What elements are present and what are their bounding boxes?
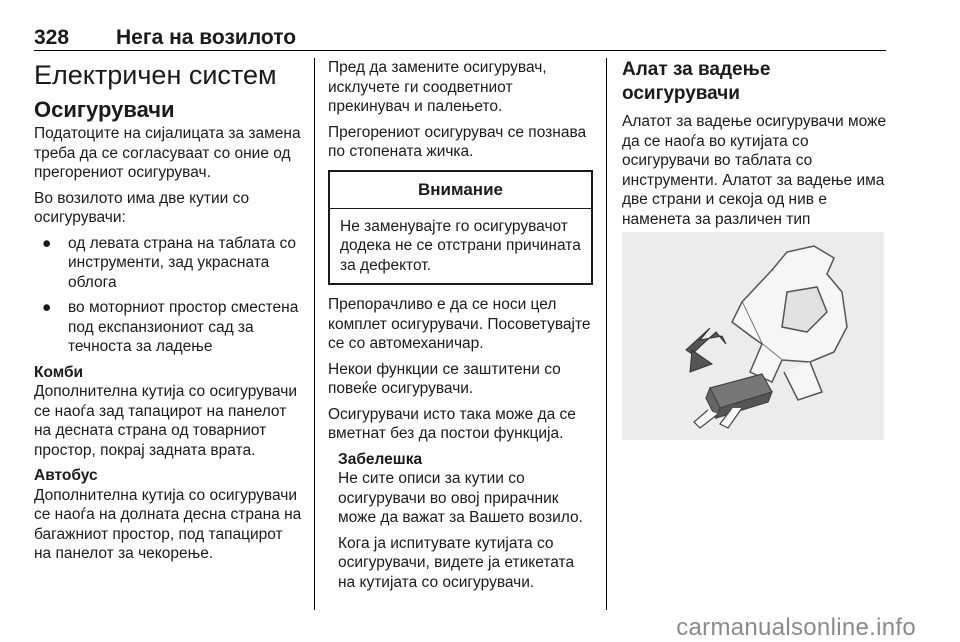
bus-paragraph: Дополнителна кутија со осигурувачи се наоѓа на долната десна страна на багажниот простор, под тапацирот на панелот за чекорење. <box>34 486 302 562</box>
list-item <box>34 298 304 357</box>
column-left <box>34 58 304 570</box>
boxes-intro-paragraph: Во возилото има две кутии со осигурувачи: <box>34 189 250 226</box>
warning-text: Не заменувајте го осигурувачот додека не се отстрани причината за дефектот. <box>340 217 581 274</box>
kombi-heading: Комби <box>34 363 84 381</box>
header-rule <box>34 50 886 51</box>
subsection-title: Осигурувачи <box>34 97 175 122</box>
fuse-puller-illustration <box>622 232 884 440</box>
column-divider <box>606 58 607 610</box>
bus-heading: Автобус <box>34 467 98 484</box>
paragraph: Некои функции се заштитени со повеќе осигурувачи. <box>328 360 561 397</box>
section-title: Електричен систем <box>34 60 277 90</box>
list-item-text: во моторниот простор сместена под експанзиониот сад за течноста за ладење <box>68 299 299 355</box>
fuse-puller-paragraph: Алатот за вадење осигурувачи може да се наоѓа во кутијата со осигурувачи во таблата со инструменти. Алатот за вадење има две страни и секоја од нив е наменета за различен тип <box>622 113 887 228</box>
column-middle <box>328 58 593 598</box>
paragraph: Препорачливо е да се носи цел комплет осигурувачи. Посоветувајте се со автомеханичар. <box>328 296 591 352</box>
chapter-title: Нега на возилото <box>116 26 297 49</box>
watermark: carmanualsonline.info <box>676 614 916 641</box>
fuse-box-list <box>34 234 304 357</box>
bullet-icon: ● <box>42 299 52 316</box>
note-paragraph: Не сите описи за кутии со осигурувачи во овој прирачник може да важат за Вашето возило. <box>338 470 583 526</box>
intro-paragraph: Податоците на сијалицата за замена треба да се согласуваат со оние од прегорениот осигурувач. <box>34 125 301 181</box>
column-divider <box>314 58 315 610</box>
page-number: 328 <box>34 26 70 49</box>
warning-box <box>328 170 593 286</box>
blade-fuse <box>694 374 772 428</box>
bullet-icon: ● <box>42 234 52 252</box>
insert-arrow <box>686 328 726 372</box>
paragraph: Осигурувачи исто така може да се вметнат без да постои функција. <box>328 405 576 442</box>
list-item <box>34 234 304 293</box>
paragraph: Прегорениот осигурувач се познава по стопената жичка. <box>328 123 587 160</box>
warning-title: Внимание <box>330 172 591 209</box>
fuse-puller-drawing <box>622 232 884 440</box>
note-block <box>328 450 593 593</box>
paragraph: Пред да замените осигурувач, исклучете ги соодветниот прекинувач и палењето. <box>328 59 547 115</box>
kombi-paragraph: Дополнителна кутија со осигурувачи се наоѓа зад тапацирот на панелот на десната страна од товарниот простор, покрај задната врата. <box>34 383 298 459</box>
note-paragraph: Кога ја испитувате кутијата со осигурувачи, видете ја етикетата на кутијата со осигурувачи. <box>338 534 575 591</box>
note-title: Забелешка <box>338 450 423 468</box>
column-right <box>622 58 892 255</box>
list-item-text: од левата страна на таблата со инструменти, зад украсната облога <box>68 234 296 291</box>
fuse-puller-title: Алат за вадење осигурувачи <box>622 59 771 104</box>
